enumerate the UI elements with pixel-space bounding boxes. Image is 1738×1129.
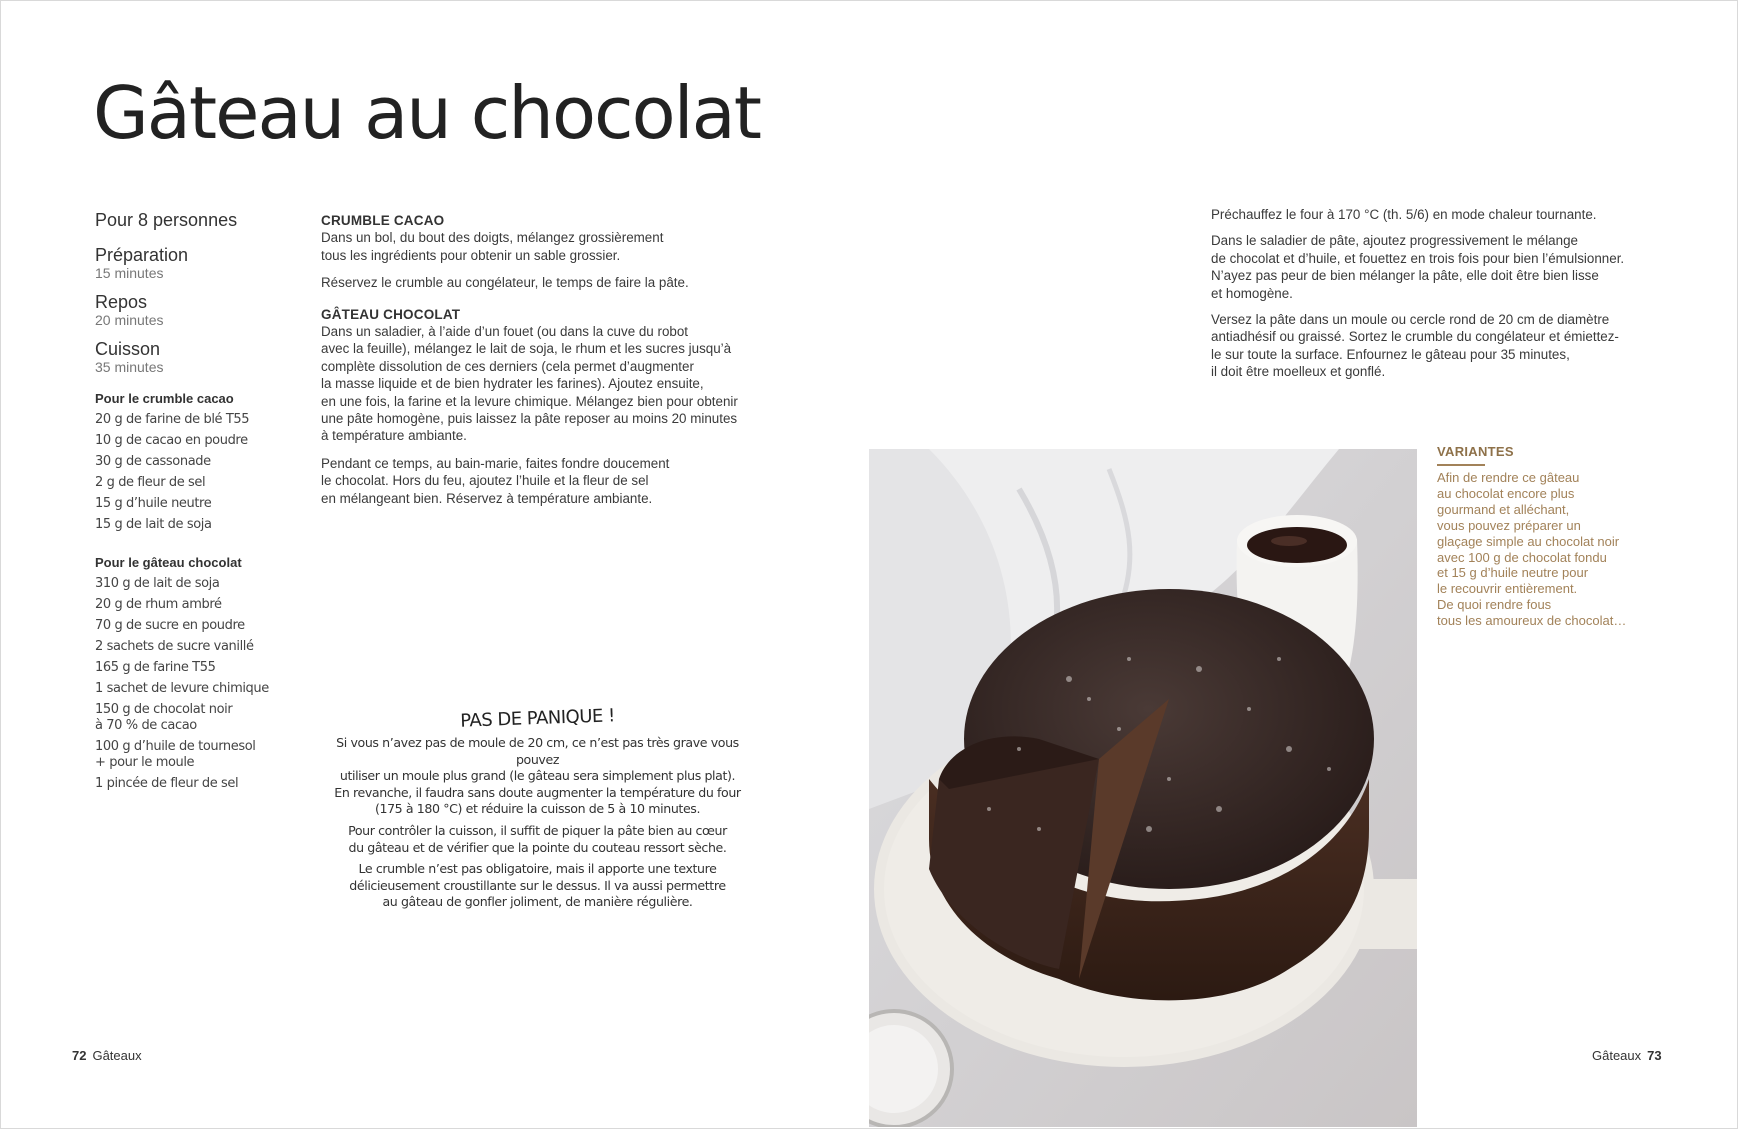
recipe-steps-left: [321, 212, 761, 521]
cake-photo: [869, 449, 1417, 1127]
ingredient-item: 15 g de lait de soja: [95, 517, 212, 532]
prep-time-value: 15 minutes: [95, 265, 164, 281]
tip-paragraph: Pour contrôler la cuisson, il suffit de piquer la pâte bien au cœur du gâteau et de vérifier que la pointe du couteau ressort sèche.: [348, 822, 727, 855]
recipe-steps-right: [1211, 206, 1681, 390]
tip-box: [320, 705, 755, 916]
ingredient-item: 20 g de farine de blé T55: [95, 412, 250, 427]
ingredient-item: 2 sachets de sucre vanillé: [95, 639, 254, 654]
footer-left: [72, 1048, 142, 1063]
footer-right: [1592, 1048, 1662, 1063]
ingredient-item: 20 g de rhum ambré: [95, 597, 222, 612]
ingredient-item: 150 g de chocolat noir à 70 % de cacao: [95, 702, 233, 733]
cake-steps: [321, 306, 761, 507]
ingredient-item: 70 g de sucre en poudre: [95, 618, 245, 633]
crumble-ingredients-list: [95, 412, 285, 533]
recipe-title: Gâteau au chocolat: [93, 71, 760, 155]
step-paragraph: Pendant ce temps, au bain-marie, faites fondre doucement le chocolat. Hors du feu, ajoutez l’huile et la fleur de sel en mélangeant bien. Réservez à température ambiante.: [321, 455, 670, 506]
servings: Pour 8 personnes: [95, 210, 238, 230]
tip-paragraph: Le crumble n’est pas obligatoire, mais il apporte une texture délicieusement croustillante sur le dessus. Il va aussi permettre au gâteau de gonfler joliment, de manière régulière.: [349, 861, 726, 910]
cook-time-label: Cuisson: [95, 339, 161, 359]
step-paragraph: Dans un bol, du bout des doigts, mélangez grossièrement tous les ingrédients pour obtenir un sable grossier.: [321, 230, 664, 263]
page-number: 72: [72, 1048, 87, 1063]
cook-time: [95, 339, 285, 375]
crumble-ingredients-heading: Pour le crumble cacao: [95, 391, 234, 406]
step-paragraph: Dans un saladier, à l’aide d’un fouet (ou dans la cuve du robot avec la feuille), mélangez le lait de soja, le rhum et les sucres jusqu’à complète dissolution de ces derniers (cela permet d’augmenter la masse liquide et de bien hydrater les farines). Ajoutez ensuite, en une fois, la farine et la levure chimique. Mélangez bien pour obtenir une pâte homogène, puis laissez la pâte reposer au moins 20 minutes à température ambiante.: [321, 324, 738, 444]
variants-divider: [1437, 464, 1485, 466]
crumble-steps-heading: CRUMBLE CACAO: [321, 213, 445, 228]
tip-heading: PAS DE PANIQUE !: [459, 705, 616, 732]
section-name: Gâteaux: [92, 1048, 142, 1063]
crumble-steps: [321, 212, 761, 292]
ingredient-item: 30 g de cassonade: [95, 454, 211, 469]
rest-time: [95, 292, 285, 328]
tip-paragraph: Si vous n’avez pas de moule de 20 cm, ce n’est pas très grave vous pouvez utiliser un moule plus grand (le gâteau sera simplement plus plat). En revanche, il faudra sans doute augmenter la température du four (175 à 180 °C) et réduire la cuisson de 5 à 10 minutes.: [334, 735, 741, 817]
variants-box: [1437, 444, 1677, 629]
ingredient-item: 10 g de cacao en poudre: [95, 433, 248, 448]
page-number: 73: [1647, 1048, 1662, 1063]
variants-text: Afin de rendre ce gâteau au chocolat encore plus gourmand et alléchant, vous pouvez préparer un glaçage simple au chocolat noir avec 100 g de chocolat fondu et 15 g d’huile neutre pour le recouvrir entièrement. De quoi rendre fous tous les amoureux de chocolat…: [1437, 470, 1627, 629]
ingredient-item: 15 g d’huile neutre: [95, 496, 212, 511]
step-paragraph: Réservez le crumble au congélateur, le temps de faire la pâte.: [321, 275, 689, 291]
ingredient-item: 2 g de fleur de sel: [95, 475, 206, 490]
section-name: Gâteaux: [1592, 1048, 1642, 1063]
cook-time-value: 35 minutes: [95, 359, 164, 375]
step-paragraph: Versez la pâte dans un moule ou cercle rond de 20 cm de diamètre antiadhésif ou graissé. Sortez le crumble du congélateur et émiettez- le sur toute la surface. Enfournez le gâteau pour 35 minutes, il doit être moelleux et gonflé.: [1211, 312, 1619, 380]
cake-ingredients-list: [95, 576, 285, 792]
variants-heading: VARIANTES: [1437, 444, 1514, 459]
ingredient-item: 1 sachet de levure chimique: [95, 681, 269, 696]
cake-photo-illustration: [869, 449, 1417, 1127]
prep-time-label: Préparation: [95, 245, 189, 265]
ingredient-item: 1 pincée de fleur de sel: [95, 776, 239, 791]
ingredient-item: 165 g de farine T55: [95, 660, 216, 675]
prep-time: [95, 245, 285, 281]
cake-ingredients-heading: Pour le gâteau chocolat: [95, 555, 242, 570]
rest-time-value: 20 minutes: [95, 312, 164, 328]
step-paragraph: Dans le saladier de pâte, ajoutez progressivement le mélange de chocolat et d’huile, et fouettez en trois fois pour bien l’émulsionner. N’ayez pas peur de bien mélanger la pâte, elle doit être bien lisse et homogène.: [1211, 233, 1625, 301]
ingredient-item: 100 g d’huile de tournesol + pour le moule: [95, 739, 256, 770]
recipe-meta: [95, 210, 285, 797]
step-paragraph: Préchauffez le four à 170 °C (th. 5/6) en mode chaleur tournante.: [1211, 207, 1597, 222]
rest-time-label: Repos: [95, 292, 148, 312]
ingredient-item: 310 g de lait de soja: [95, 576, 220, 591]
cake-steps-heading: GÂTEAU CHOCOLAT: [321, 306, 461, 322]
